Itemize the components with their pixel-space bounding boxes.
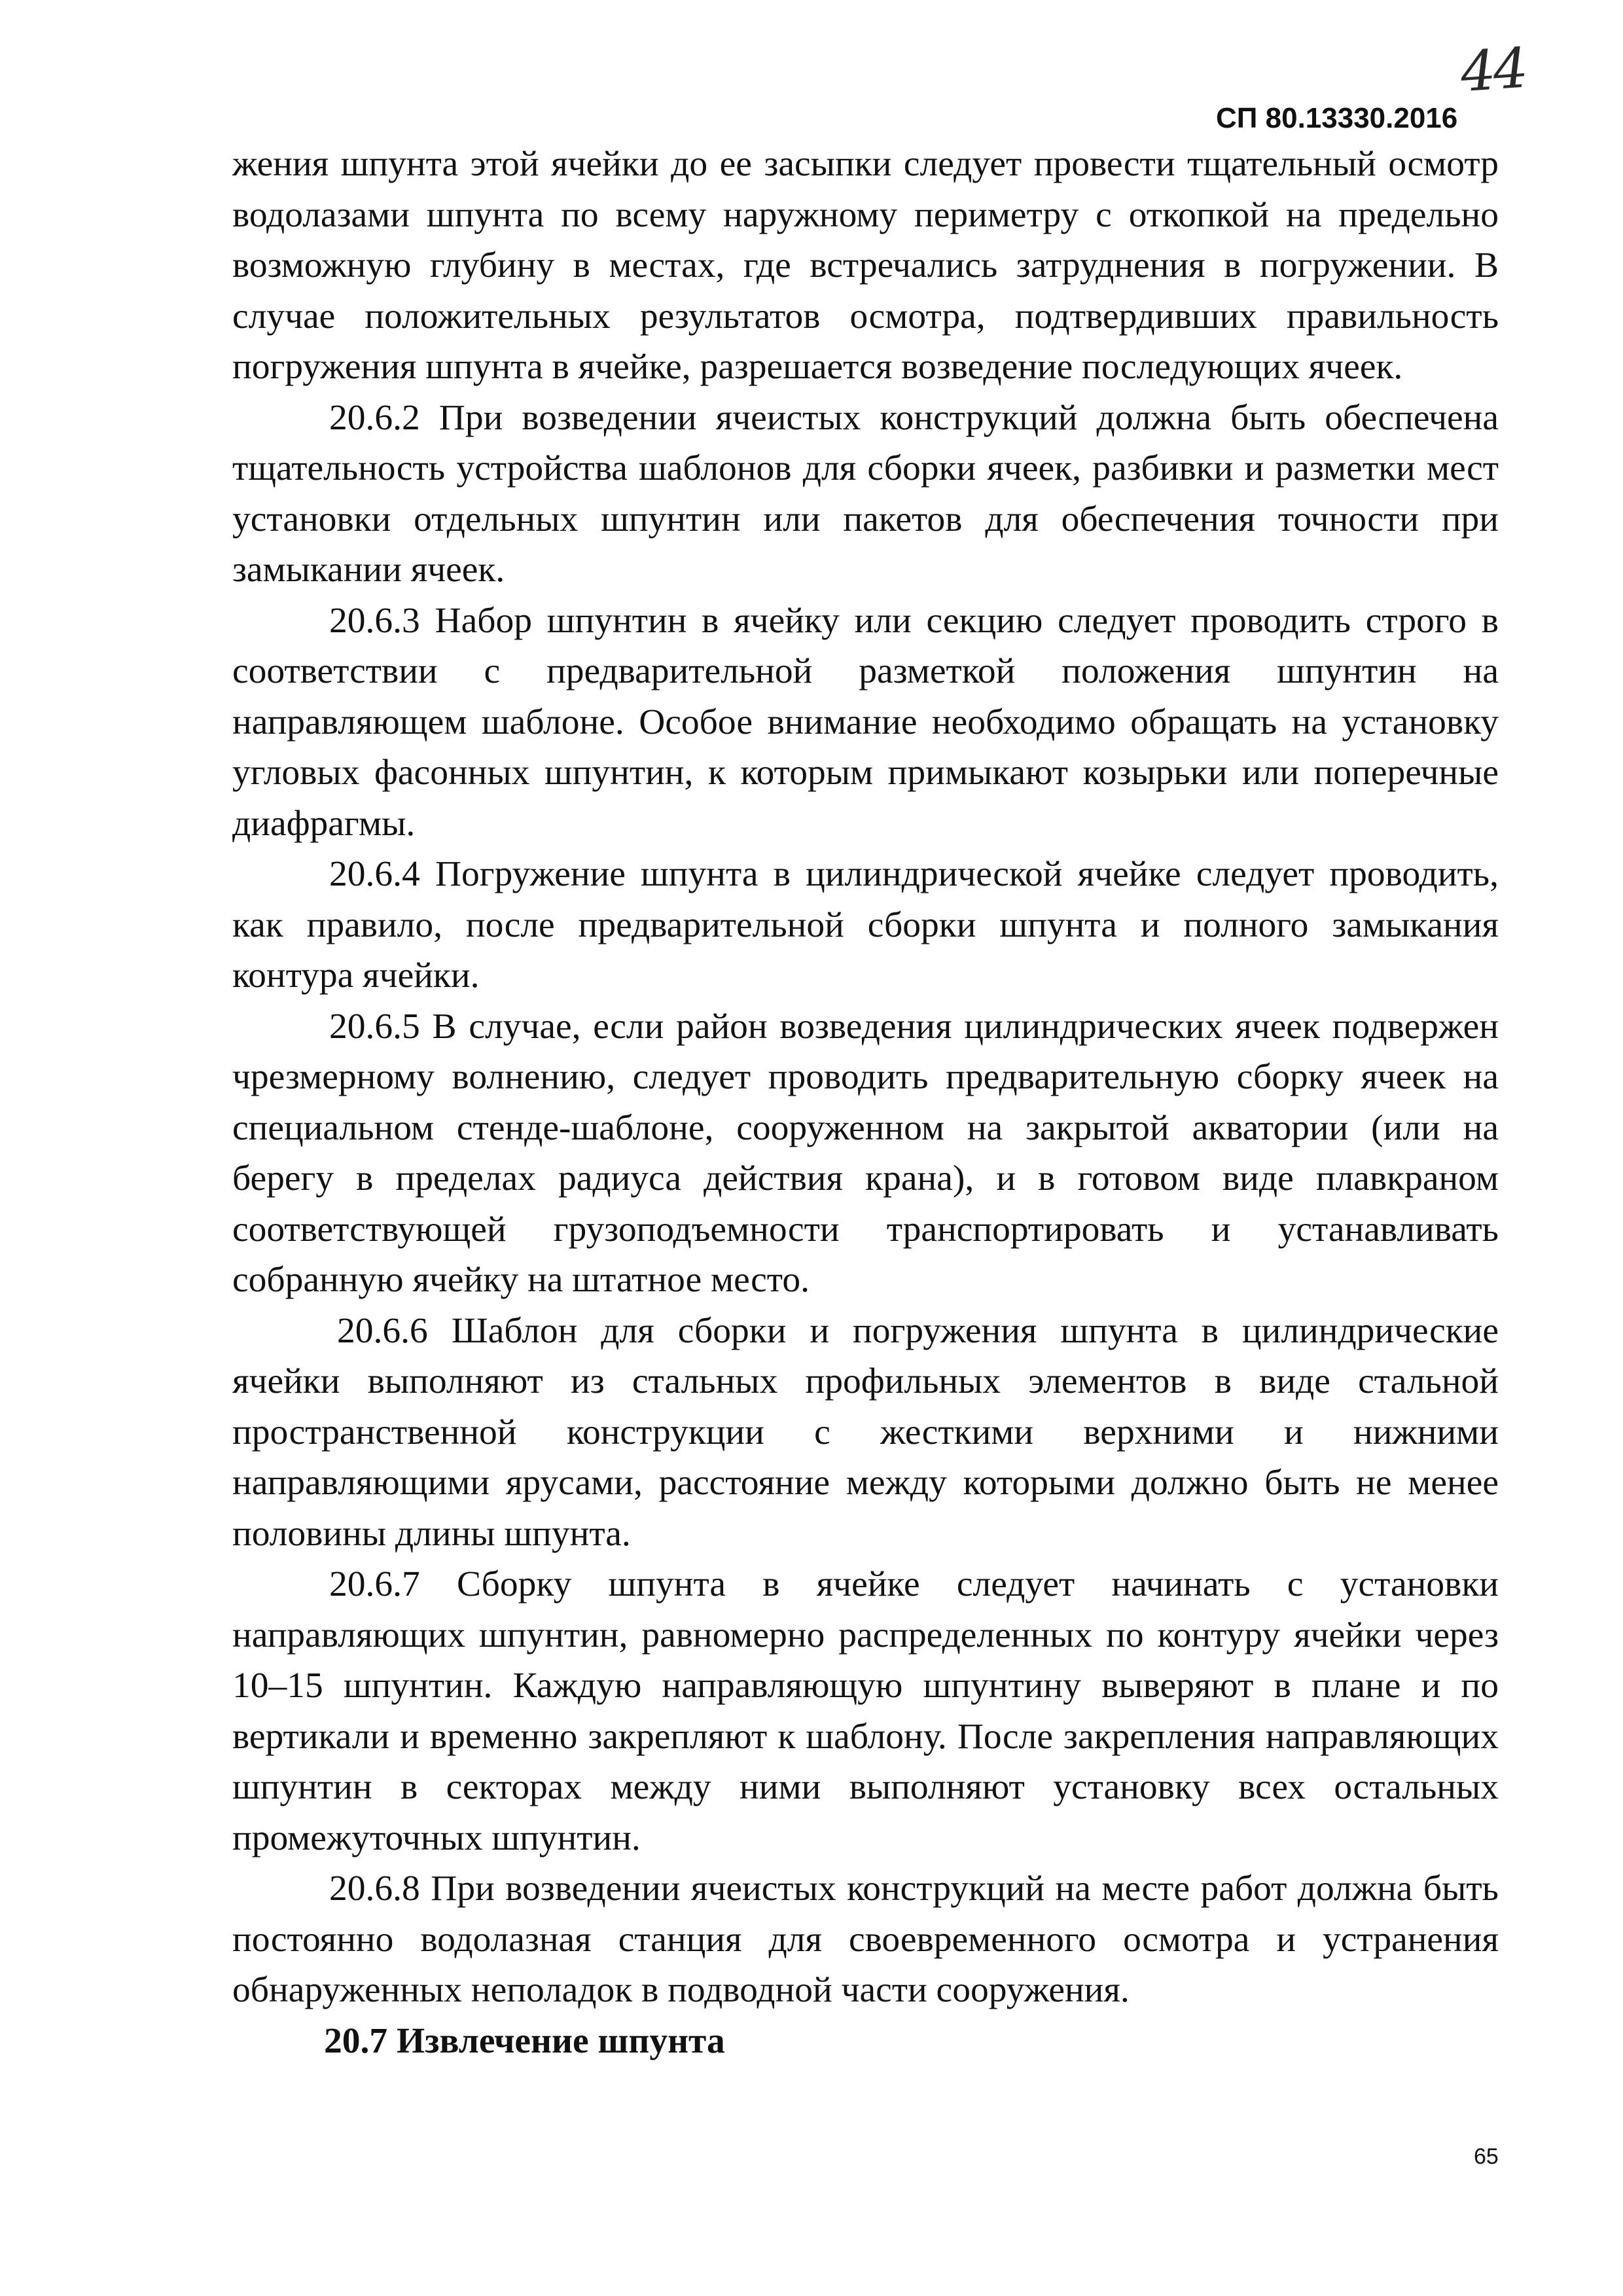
paragraph-continuation: жения шпунта этой ячейки до ее засыпки следует провести тщательный осмотр водолазами шпунта по всему наружному периметру с откопкой на предельно возможную глубину в местах, где встречались затруднения в погружении. В случае положительных результатов осмотра, подтвердивших правильность погружения шпунта в ячейке, разрешается возведение последующих ячеек.	[232, 144, 1499, 387]
paragraph-20-6-7: 20.6.7 Сборку шпунта в ячейке следует начинать с установки направляющих шпунтин, равномерно распределенных по контуру ячейки через 10–15 шпунтин. Каждую направляющую шпунтину выверяют в плане и по вертикали и временно закрепляют к шаблону. После закрепления направляющих шпунтин в секторах между ними выполняют установку всех остальных промежуточных шпунтин.	[232, 1564, 1499, 1858]
paragraph-20-6-6: 20.6.6 Шаблон для сборки и погружения шпунта в цилиндрические ячейки выполняют из стальных профильных элементов в виде стальной пространственной конструкции с жесткими верхними и нижними направляющими ярусами, расстояние между которыми должно быть не менее половины длины шпунта.	[232, 1310, 1499, 1554]
paragraph-20-6-5: 20.6.5 В случае, если район возведения цилиндрических ячеек подвержен чрезмерному волнению, следует проводить предварительную сборку ячеек на специальном стенде-шаблоне, сооруженном на закрытой акватории (или на берегу в пределах радиуса действия крана), и в готовом виде плавкраном соответствующей грузоподъемности транспортировать и устанавливать собранную ячейку на штатное место.	[232, 1006, 1499, 1300]
body-text	[232, 139, 1499, 2066]
section-heading-20-7: 20.7 Извлечение шпунта	[324, 2020, 725, 2061]
paragraph-20-6-3: 20.6.3 Набор шпунтин в ячейку или секцию следует проводить строго в соответствии с предварительной разметкой положения шпунтин на направляющем шаблоне. Особое внимание необходимо обращать на установку угловых фасонных шпунтин, к которым примыкают козырьки или поперечные диафрагмы.	[232, 600, 1499, 844]
paragraph-20-6-4: 20.6.4 Погружение шпунта в цилиндрической ячейке следует проводить, как правило, после предварительной сборки шпунта и полного замыкания контура ячейки.	[232, 854, 1499, 996]
paragraph-20-6-8: 20.6.8 При возведении ячеистых конструкций на месте работ должна быть постоянно водолазная станция для своевременного осмотра и устранения обнаруженных неполадок в подводной части сооружения.	[232, 1869, 1499, 2010]
handwritten-sheet-number: 44	[1458, 35, 1528, 105]
page-number: 65	[1474, 2144, 1499, 2169]
document-code: СП 80.13330.2016	[1216, 102, 1458, 134]
paragraph-20-6-2: 20.6.2 При возведении ячеистых конструкций должна быть обеспечена тщательность устройства шаблонов для сборки ячеек, разбивки и разметки мест установки отдельных шпунтин или пакетов для обеспечения точности при замыкании ячеек.	[232, 397, 1499, 590]
